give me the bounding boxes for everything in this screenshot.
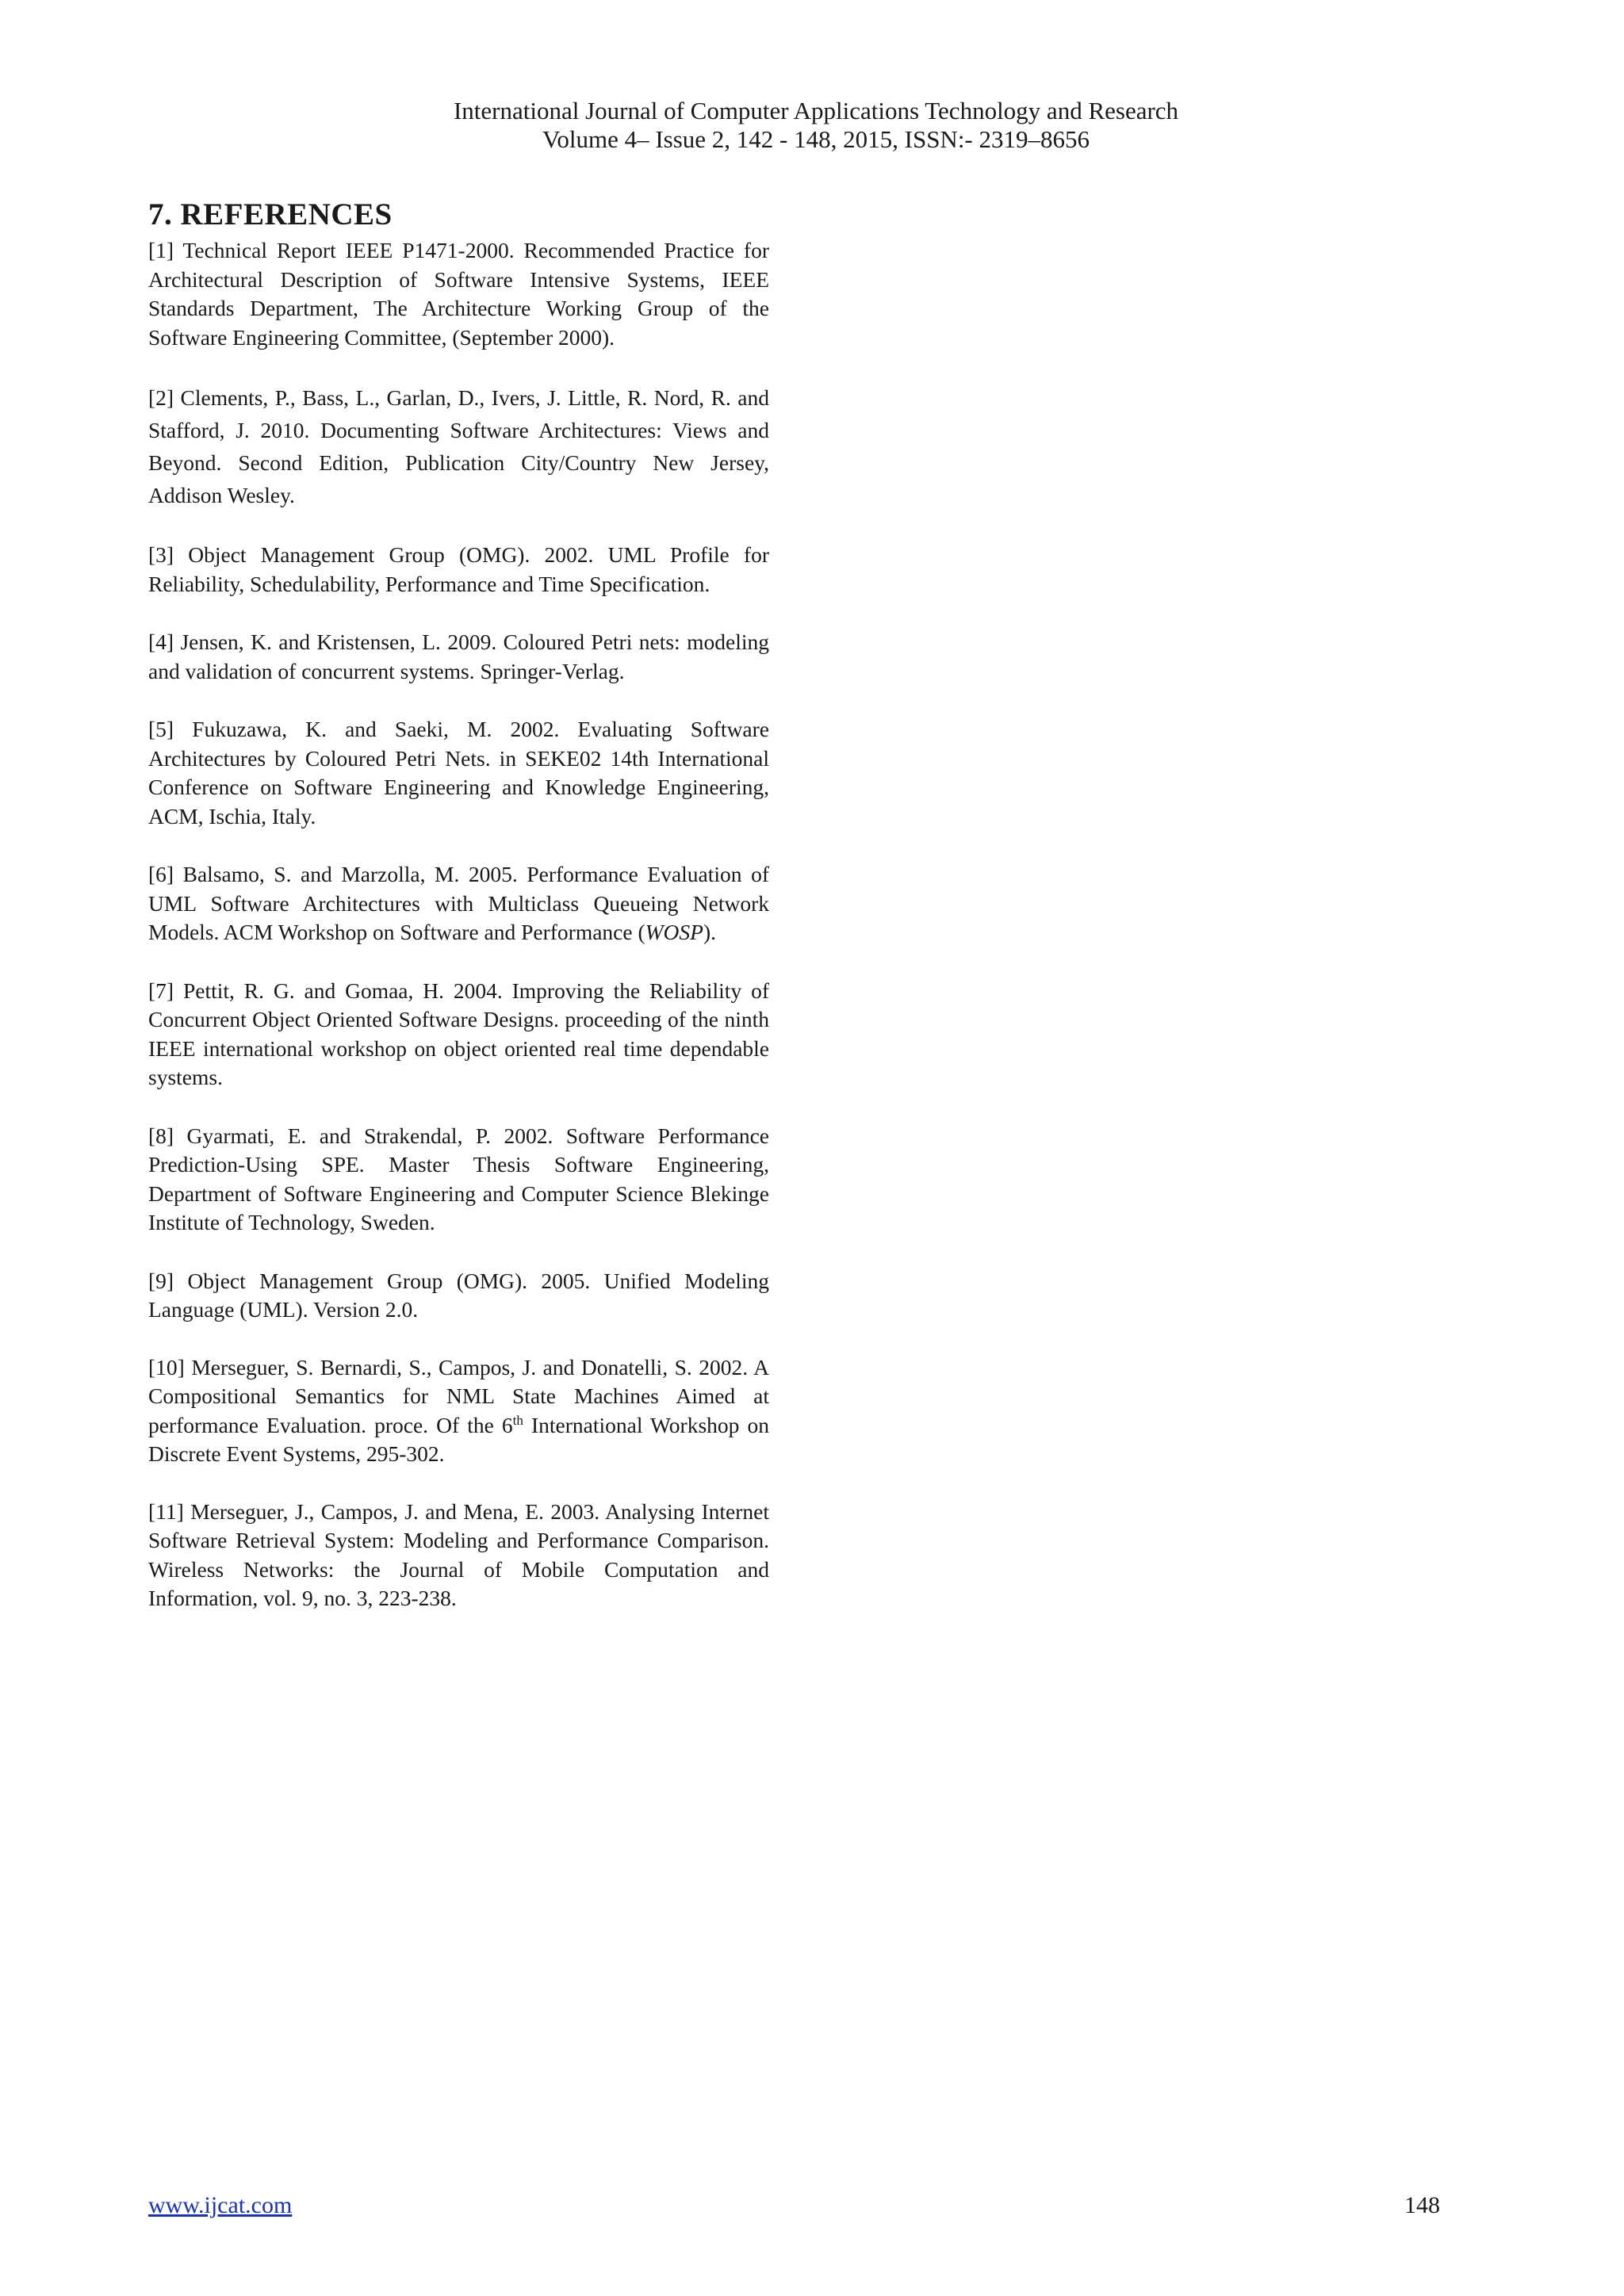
journal-volume-info: Volume 4– Issue 2, 142 - 148, 2015, ISSN:- 2319–8656 xyxy=(542,125,1090,153)
reference-10-text: [10] Merseguer, S. Bernardi, S., Campos, J. and Donatelli, S. 2002. A Compositional Semantics for NML State Machines Aimed at performance Evaluation. proce. Of the 6 xyxy=(148,1354,769,1437)
reference-6-italic: WOSP xyxy=(645,920,703,944)
reference-6-tail: ). xyxy=(703,920,716,944)
reference-item-2: [2] Clements, P., Bass, L., Garlan, D., Ivers, J. Little, R. Nord, R. and Stafford, J. 2010. Documenting Software Architectures: Views and Beyond. Second Edition, Publication City/Country New Jersey, Addison Wesley. xyxy=(148,385,769,507)
reference-6-text: [6] Balsamo, S. and Marzolla, M. 2005. Performance Evaluation of UML Software Architectures with Multiclass Queueing Network Models. ACM Workshop on Software and Performance ( xyxy=(148,862,769,944)
journal-website-link[interactable]: www.ijcat.com xyxy=(148,2192,293,2218)
reference-10-tail: International Workshop on Discrete Event Systems, 295-302. xyxy=(148,1412,769,1466)
reference-item-6 xyxy=(148,860,769,947)
reference-item-10 xyxy=(148,1353,769,1469)
reference-item-8: [8] Gyarmati, E. and Strakendal, P. 2002. Software Performance Prediction-Using SPE. Master Thesis Software Engineering, Department of Software Engineering and Computer Science Blekinge Institute of Technology, Sweden. xyxy=(148,1123,769,1234)
page-number: 148 xyxy=(1404,2192,1440,2218)
reference-item-3: [3] Object Management Group (OMG). 2002. UML Profile for Reliability, Schedulability, Performance and Time Specification. xyxy=(148,542,769,596)
reference-item-11: [11] Merseguer, J., Campos, J. and Mena, E. 2003. Analysing Internet Software Retrieval System: Modeling and Performance Comparison. Wireless Networks: the Journal of Mobile Computation and Information, vol. 9, no. 3, 223-238. xyxy=(148,1498,769,1610)
reference-item-7: [7] Pettit, R. G. and Gomaa, H. 2004. Improving the Reliability of Concurrent Object Oriented Software Designs. proceeding of the ninth IEEE international workshop on object oriented real time dependable systems. xyxy=(148,978,769,1089)
reference-item-9: [9] Object Management Group (OMG). 2005. Unified Modeling Language (UML). Version 2.0. xyxy=(148,1268,769,1322)
journal-title: International Journal of Computer Applications Technology and Research xyxy=(453,97,1179,124)
reference-list xyxy=(148,236,769,1613)
reference-10-superscript: th xyxy=(512,1412,523,1428)
reference-item-4: [4] Jensen, K. and Kristensen, L. 2009. Coloured Petri nets: modeling and validation of concurrent systems. Springer-Verlag. xyxy=(148,629,769,683)
section-heading-references: 7. REFERENCES xyxy=(148,197,393,232)
journal-header xyxy=(0,97,1624,154)
reference-item-1: [1] Technical Report IEEE P1471-2000. Recommended Practice for Architectural Description of Software Intensive Systems, IEEE Standards Department, The Architecture Working Group of the Software Engineering Committee, (September 2000). xyxy=(148,238,769,350)
reference-item-5: [5] Fukuzawa, K. and Saeki, M. 2002. Evaluating Software Architectures by Coloured Petri Nets. in SEKE02 14th International Conference on Software Engineering and Knowledge Engineering, ACM, Ischia, Italy. xyxy=(148,717,769,828)
